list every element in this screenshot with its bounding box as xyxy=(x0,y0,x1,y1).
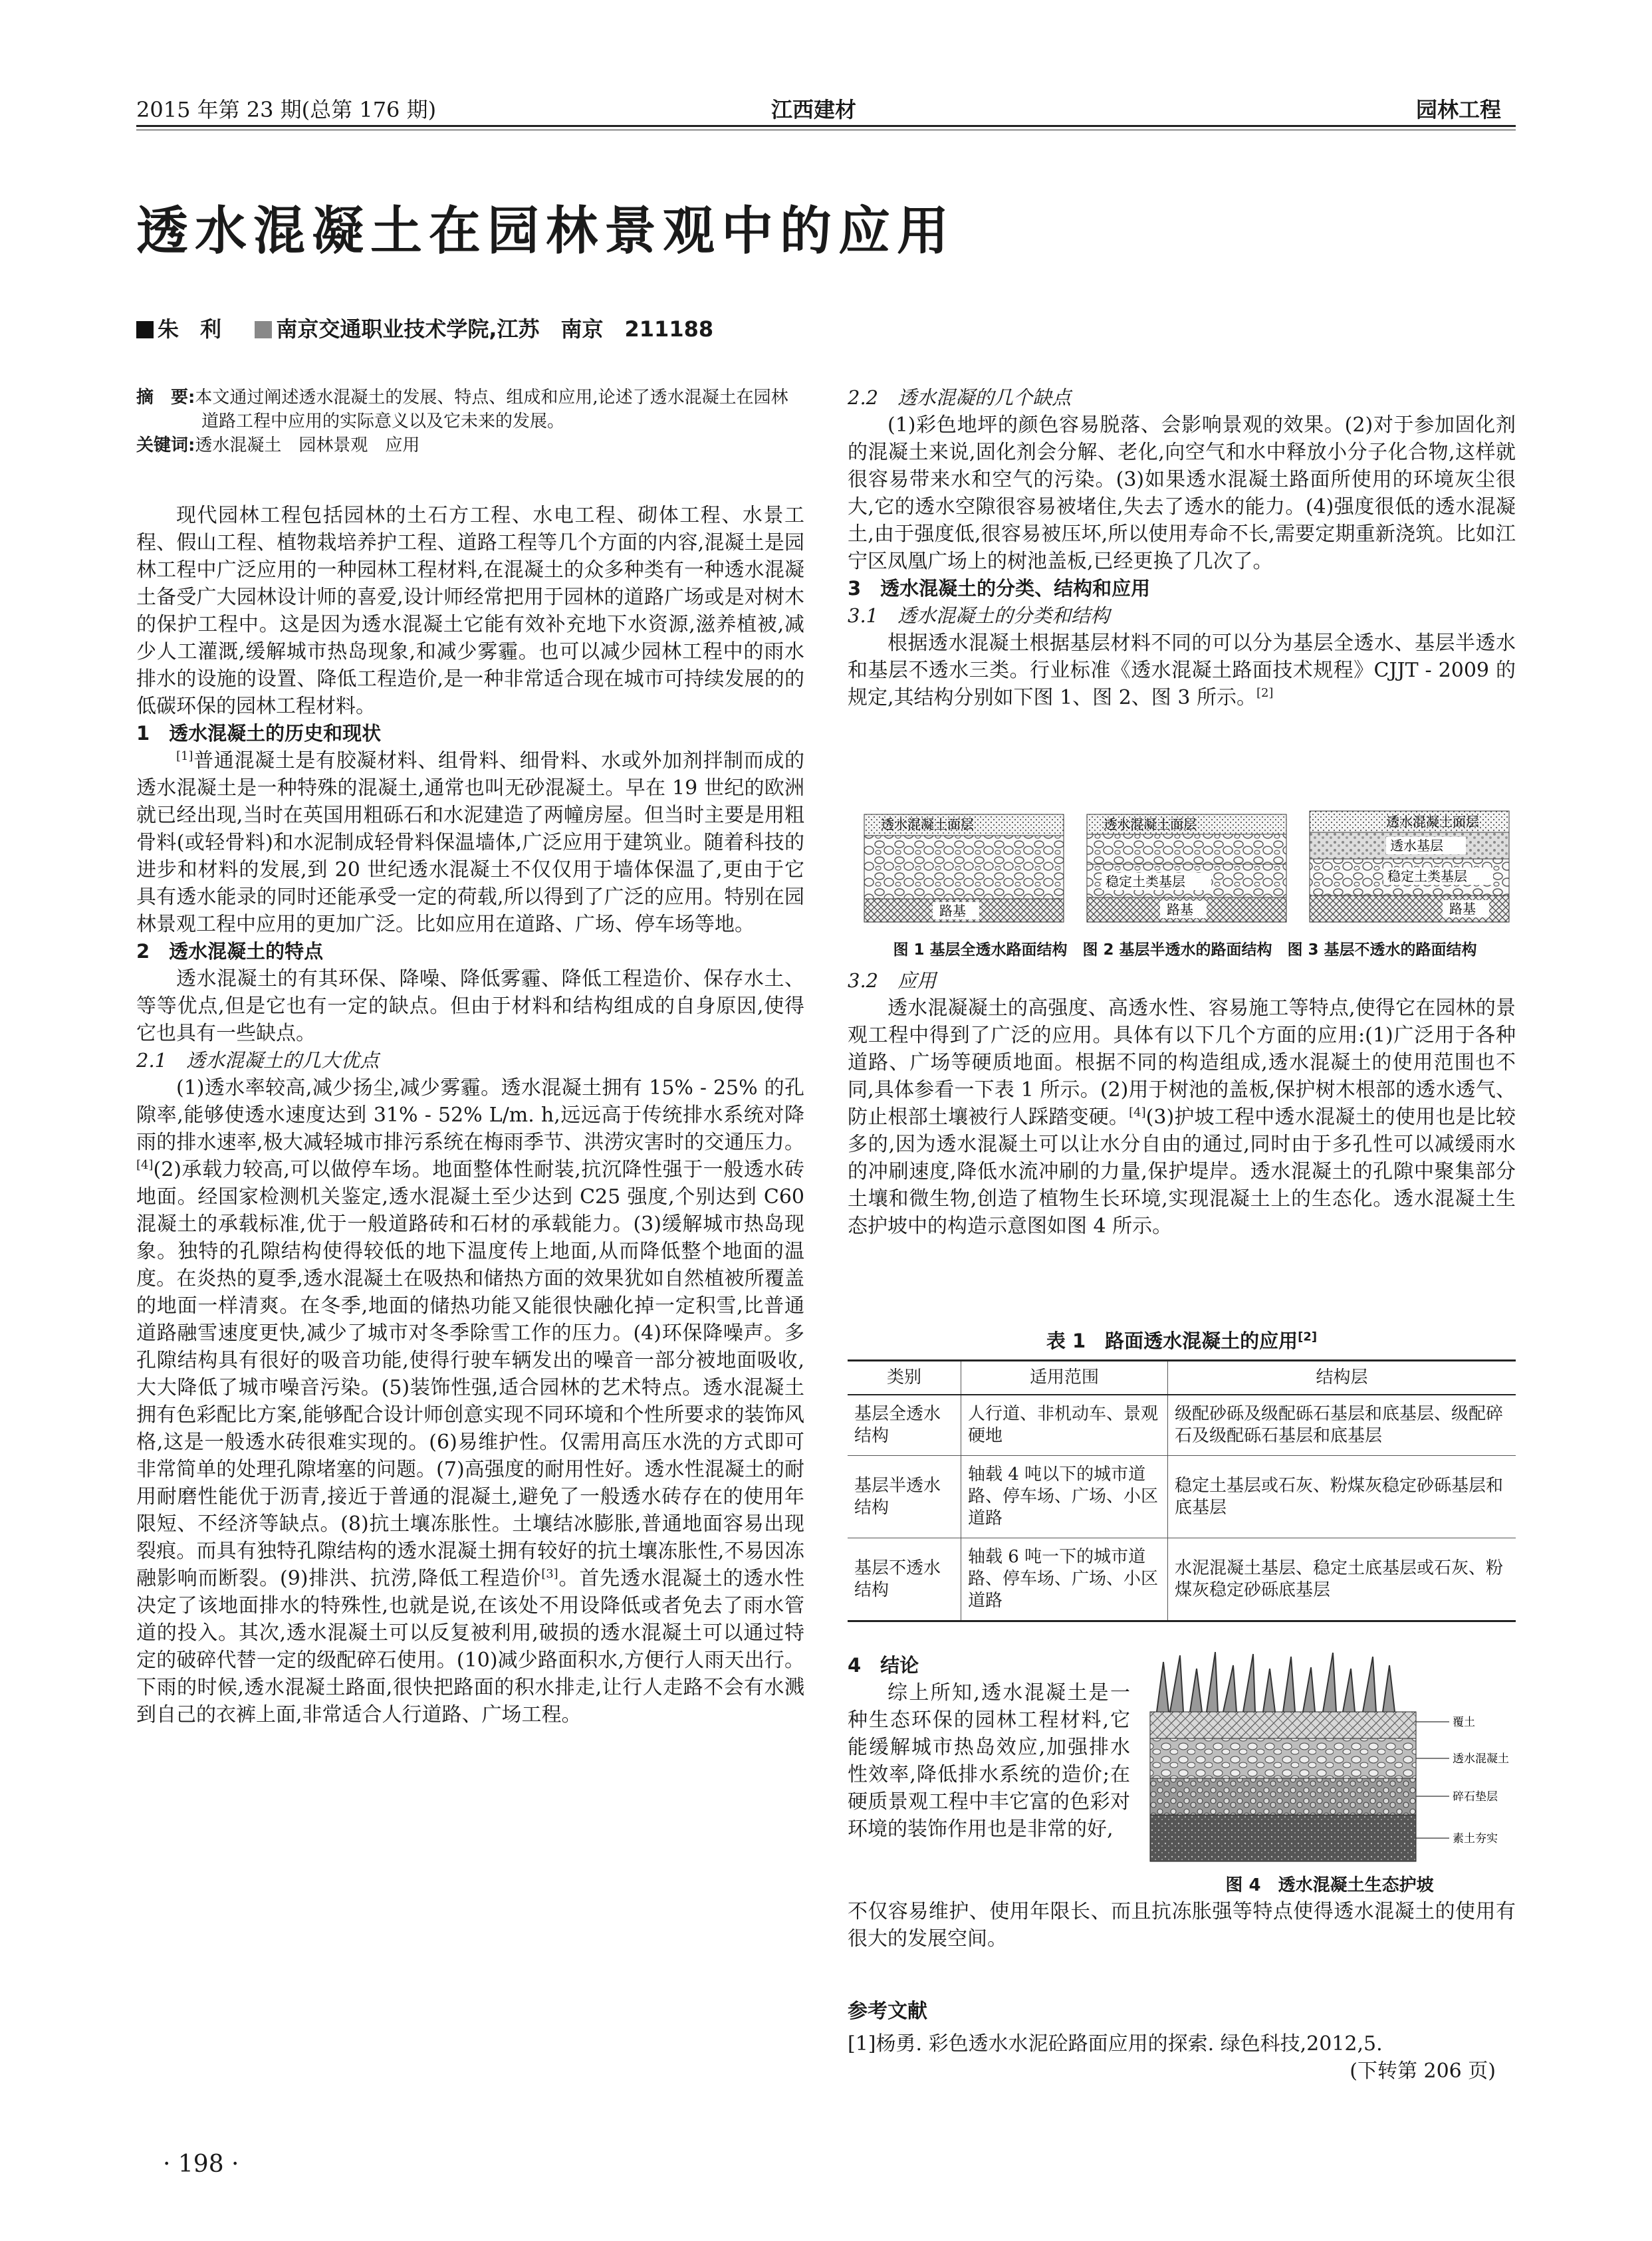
figure-3 xyxy=(1310,811,1509,922)
issue-info: 2015 年第 23 期(总第 176 期) xyxy=(136,97,437,122)
reference-1: [1]杨勇. 彩色透水水泥砼路面应用的探索. 绿色科技,2012,5. xyxy=(848,2032,1383,2056)
citation: [1] xyxy=(176,749,193,763)
right-column-top xyxy=(848,384,1516,711)
figure-1 xyxy=(864,814,1064,922)
citation: [4] xyxy=(1129,1106,1146,1120)
section-4-heading: 4 结论 xyxy=(848,1654,919,1677)
citation: [2] xyxy=(1256,686,1274,700)
section-2-1-paragraph: (1)透水率较高,减少扬尘,减少雾霾。透水混凝土拥有 15% - 25% 的孔隙率,能够使透水速度达到 31% - 52% L/m. h,远远高于传统排水系统对降雨的排水速率,极大减轻城市排污系统在梅雨季节、洪涝灾害时的交通压力。[4](2)承载力较高,可以做停车场。地面整体性耐装,抗沉降性强于一般透水砖地面。经国家检测机关鉴定,透水混凝土至少达到 C25 强度,个别达到 C60 混凝土的承载标准,优于一般道路砖和石材的承载能力。(3)缓解城市热岛现象。独特的孔隙结构使得较低的地下温度传上地面,从而降低整个地面的温度。在炎热的夏季,透水混凝土在吸热和储热方面的效果犹如自然植被所覆盖的地面一样清爽。在冬季,地面的储热功能又能很快融化掉一定积雪,比普通道路融雪速度更快,减少了城市对冬季除雪工作的压力。(4)环保降噪声。多孔隙结构具有很好的吸音功能,使得行驶车辆发出的噪音一部分被地面吸收,大大降低了城市噪音污染。(5)装饰性强,适合园林的艺术特点。透水混凝土拥有色彩配比方案,能够配合设计师创意实现不同环境和个性所要求的装饰风格,这是一般透水砖很难实现的。(6)易维护性。仅需用高压水洗的方式即可非常简单的处理孔隙堵塞的问题。(7)高强度的耐用性好。透水性混凝土的耐用耐磨性能优于沥青,接近于普通的混凝土,避免了一般透水砖存在的使用年限短、不经济等缺点。(8)抗土壤冻胀性。土壤结冰膨胀,普通地面容易出现裂痕。而具有独特孔隙结构的透水混凝土拥有较好的抗土壤冻胀性,不易因冻融影响而断裂。(9)排洪、抗涝,降低工程造价[3]。首先透水混凝土的透水性决定了该地面排水的特殊性,也就是说,在该处不用设降低或者免去了雨水管道的投入。其次,透水混凝土可以反复被利用,破损的透水混凝土可以通过特定的破碎代替一定的级配碎石使用。(10)减少路面积水,方便行人雨天出行。下雨的时候,透水混凝土路面,很快把路面的积水排走,让行人走路不会有水溅到自己的衣裤上面,非常适合人行道路、广场工程。 xyxy=(136,1076,805,1726)
section-3-2-paragraph: 透水混凝凝土的高强度、高透水性、容易施工等特点,使得它在园林的景观工程中得到了广泛的应用。具体有以下几个方面的应用:(1)广泛用于各种道路、广场等硬质地面。根据不同的构造组成,透水混凝土的使用范围也不同,具体参看一下表 1 所示。(2)用于树池的盖板,保护树木根部的透水透气、防止根部土壤被行人踩踏变硬。[4](3)护坡工程中透水混凝土的使用也是比较多的,因为透水混凝土可以让水分自由的通过,同时由于多孔性可以减缓雨水的冲刷速度,降低水流冲刷的力量,保护堤岸。透水混凝土的孔隙中聚集部分土壤和微生物,创造了植物生长环境,实现混凝土上的生态化。透水混凝土生态护坡中的构造示意图如图 4 所示。 xyxy=(848,997,1516,1238)
gravel-cushion-layer xyxy=(1150,1778,1416,1815)
fig2-label-base: 稳定土类基层 xyxy=(1106,874,1185,889)
table-row xyxy=(848,1395,1516,1456)
citation: [2] xyxy=(1298,1330,1318,1344)
section-2-2-heading: 2.2 透水混凝的几个缺点 xyxy=(848,386,1072,409)
table-cell: 基层不透水结构 xyxy=(848,1538,961,1621)
fig2-label-subgrade: 路基 xyxy=(1167,901,1193,917)
header-rule xyxy=(136,125,1516,127)
journal-name: 江西建材 xyxy=(771,97,857,122)
fig3-label-stabilized-base: 稳定土类基层 xyxy=(1387,868,1467,884)
references xyxy=(848,1998,1516,2085)
section-3-heading: 3 透水混凝土的分类、结构和应用 xyxy=(848,577,1151,600)
table-1-caption: 表 1 路面透水混凝土的应用[2] xyxy=(1046,1330,1318,1352)
table-cell: 基层半透水结构 xyxy=(848,1456,961,1538)
table-cell: 基层全透水结构 xyxy=(848,1395,961,1456)
section-name: 园林工程 xyxy=(1416,97,1502,122)
fig4-label-gravel: 碎石垫层 xyxy=(1453,1790,1498,1804)
section-2-1-heading: 2.1 透水混凝土的几大优点 xyxy=(136,1049,380,1072)
topsoil-layer xyxy=(1150,1712,1416,1738)
compacted-soil-layer xyxy=(1150,1815,1416,1861)
fig4-label-concrete: 透水混凝土 xyxy=(1453,1752,1509,1766)
section-4-wrap-text xyxy=(848,1679,1130,1843)
table-row xyxy=(848,1538,1516,1621)
right-column-middle xyxy=(848,967,1516,1240)
keywords-label: 关键词: xyxy=(136,435,195,455)
affiliation-marker-icon xyxy=(255,321,272,338)
section-3-1-heading: 3.1 透水混凝土的分类和结构 xyxy=(848,604,1110,627)
table-cell: 稳定土基层或石灰、粉煤灰稳定砂砾基层和底基层 xyxy=(1168,1456,1516,1538)
section-1-paragraph: [1]普通混凝土是有胶凝材料、组骨料、细骨料、水或外加剂拌制而成的透水混凝土是一种特殊的混凝土,通常也叫无砂混凝土。早在 19 世纪的欧洲就已经出现,当时在英国用粗砾石和水泥建造了两幢房屋。但当时主要是用粗骨料(或轻骨料)和水泥制成轻骨料保温墙体,广泛应用于建筑业。随着科技的进步和材料的发展,到 20 世纪透水混凝土不仅仅用于墙体保温了,更由于它具有透水能录的同时还能承受一定的荷载,所以得到了广泛的应用。特别在园林景观工程中应用的更加广泛。比如应用在道路、广场、停车场等地。 xyxy=(136,749,804,936)
table-header-structure: 结构层 xyxy=(1168,1361,1516,1395)
affiliation: 南京交通职业技术学院,江苏 南京 211188 xyxy=(276,316,714,342)
table-header-row xyxy=(848,1361,1516,1395)
citation: [4] xyxy=(136,1158,154,1172)
fig4-label-compacted: 素土夯实 xyxy=(1453,1832,1498,1845)
fig3-label-permeable-base: 透水基层 xyxy=(1390,838,1443,854)
figure-4-caption: 图 4 透水混凝土生态护坡 xyxy=(1225,1875,1434,1895)
section-3-1-paragraph: 根据透水混凝土根据基层材料不同的可以分为基层全透水、基层半透水和基层不透水三类。行业标准《透水混凝土路面技术规程》CJJT - 2009 的规定,其结构分别如下图 1、图 2、图 3 所示。[2] xyxy=(848,632,1516,709)
intro-paragraph: 现代园林工程包括园林的土石方工程、水电工程、砌体工程、水景工程、假山工程、植物栽培养护工程、道路工程等几个方面的内容,混凝土是园林工程中广泛应用的一种园林工程材料,在混凝土的众多种类有一种透水混凝土备受广大园林设计师的喜爱,设计师经常把用于园林的道路广场或是对树木的保护工程中。这是因为透水混凝土它能有效补充地下水资源,滋养植被,减少人工灌溉,缓解城市热岛现象,和减少雾霾。也可以减少园林工程中的雨水排水的设施的设置、降低工程造价,是一种非常适合现在城市可持续发展的的低碳环保的园林工程材料。 xyxy=(136,504,804,718)
section-3-2-heading: 3.2 应用 xyxy=(848,969,937,992)
figures-1-3-caption: 图 1 基层全透水路面结构 图 2 基层半透水的路面结构 图 3 基层不透水的路面结构 xyxy=(893,941,1477,959)
author: 朱 利 xyxy=(158,316,222,342)
abstract-label: 摘 要: xyxy=(136,388,195,408)
table-row xyxy=(848,1456,1516,1538)
fig3-label-subgrade: 路基 xyxy=(1449,901,1476,917)
left-column xyxy=(136,502,804,1728)
abstract-text: 本文通过阐述透水混凝土的发展、特点、组成和应用,论述了透水混凝土在园林道路工程中应用的实际意义以及它未来的发展。 xyxy=(195,388,788,431)
page-number: · 198 · xyxy=(163,2151,239,2178)
permeable-concrete-layer xyxy=(1150,1738,1416,1778)
figure-2 xyxy=(1087,814,1286,922)
abstract xyxy=(136,386,804,457)
table-header-scope: 适用范围 xyxy=(961,1361,1168,1395)
section-2-2-paragraph: (1)彩色地坪的颜色容易脱落、会影响景观的效果。(2)对于参加固化剂的混凝土来说,固化剂会分解、老化,向空气和水中释放小分子化合物,这样就很容易带来水和空气的污染。(3)如果透水混凝土路面所使用的环境灰尘很大,它的透水空隙很容易被堵住,失去了透水的能力。(4)强度很低的透水混凝土,由于强度低,很容易被压坏,所以使用寿命不长,需要定期重新浇筑。比如江宁区凤凰广场上的树池盖板,已经更换了几次了。 xyxy=(848,413,1516,573)
grass-layer xyxy=(1157,1652,1395,1712)
section-2-heading: 2 透水混凝土的特点 xyxy=(136,940,324,963)
table-cell: 人行道、非机动车、景观硬地 xyxy=(961,1395,1168,1456)
table-cell: 水泥混凝土基层、稳定土底基层或石灰、粉煤灰稳定砂砾底基层 xyxy=(1168,1538,1516,1621)
section-4-continued xyxy=(848,1898,1516,1952)
road-structure-figures xyxy=(854,808,1516,927)
table-1 xyxy=(848,1359,1516,1622)
section-2-paragraph: 透水混凝土的有其环保、降噪、降低雾霾、降低工程造价、保存水土、等等优点,但是它也有一定的缺点。但由于材料和结构组成的自身原因,使得它也具有一些缺点。 xyxy=(136,967,804,1045)
keywords: 透水混凝土 园林景观 应用 xyxy=(195,435,420,455)
byline xyxy=(136,312,713,343)
continued-note: (下转第 206 页) xyxy=(1350,2060,1496,2083)
section-4-paragraph-b: 不仅容易维护、使用年限长、而且抗冻胀强等特点使得透水混凝土的使用有很大的发展空间。 xyxy=(848,1900,1516,1950)
fig2-label-surface: 透水混凝土面层 xyxy=(1104,816,1197,832)
fig4-label-topsoil: 覆土 xyxy=(1453,1716,1475,1729)
table-cell: 轴载 6 吨一下的城市道路、停车场、广场、小区道路 xyxy=(961,1538,1168,1621)
citation: [3] xyxy=(541,1567,558,1581)
references-heading: 参考文献 xyxy=(848,2000,927,2023)
fig1-label-surface: 透水混凝土面层 xyxy=(881,816,974,832)
fig3-label-surface: 透水混凝土面层 xyxy=(1386,814,1479,830)
table-cell: 级配砂砾及级配砾石基层和底基层、级配碎石及级配砾石基层和底基层 xyxy=(1168,1395,1516,1456)
table-header-category: 类别 xyxy=(848,1361,961,1395)
section-4-paragraph-a: 综上所知,透水混凝土是一种生态环保的园林工程材料,它能缓解城市热岛效应,加强排水性效率,降低排水系统的造价;在硬质景观工程中丰它富的色彩对环境的装饰作用也是非常的好, xyxy=(848,1681,1130,1841)
author-marker-icon xyxy=(136,321,154,338)
section-1-heading: 1 透水混凝土的历史和现状 xyxy=(136,722,382,745)
fig1-label-subgrade: 路基 xyxy=(939,903,966,919)
figure-4-eco-slope xyxy=(1143,1649,1516,1868)
article-title: 透水混凝土在园林景观中的应用 xyxy=(136,201,956,261)
table-cell: 轴载 4 吨以下的城市道路、停车场、广场、小区道路 xyxy=(961,1456,1168,1538)
